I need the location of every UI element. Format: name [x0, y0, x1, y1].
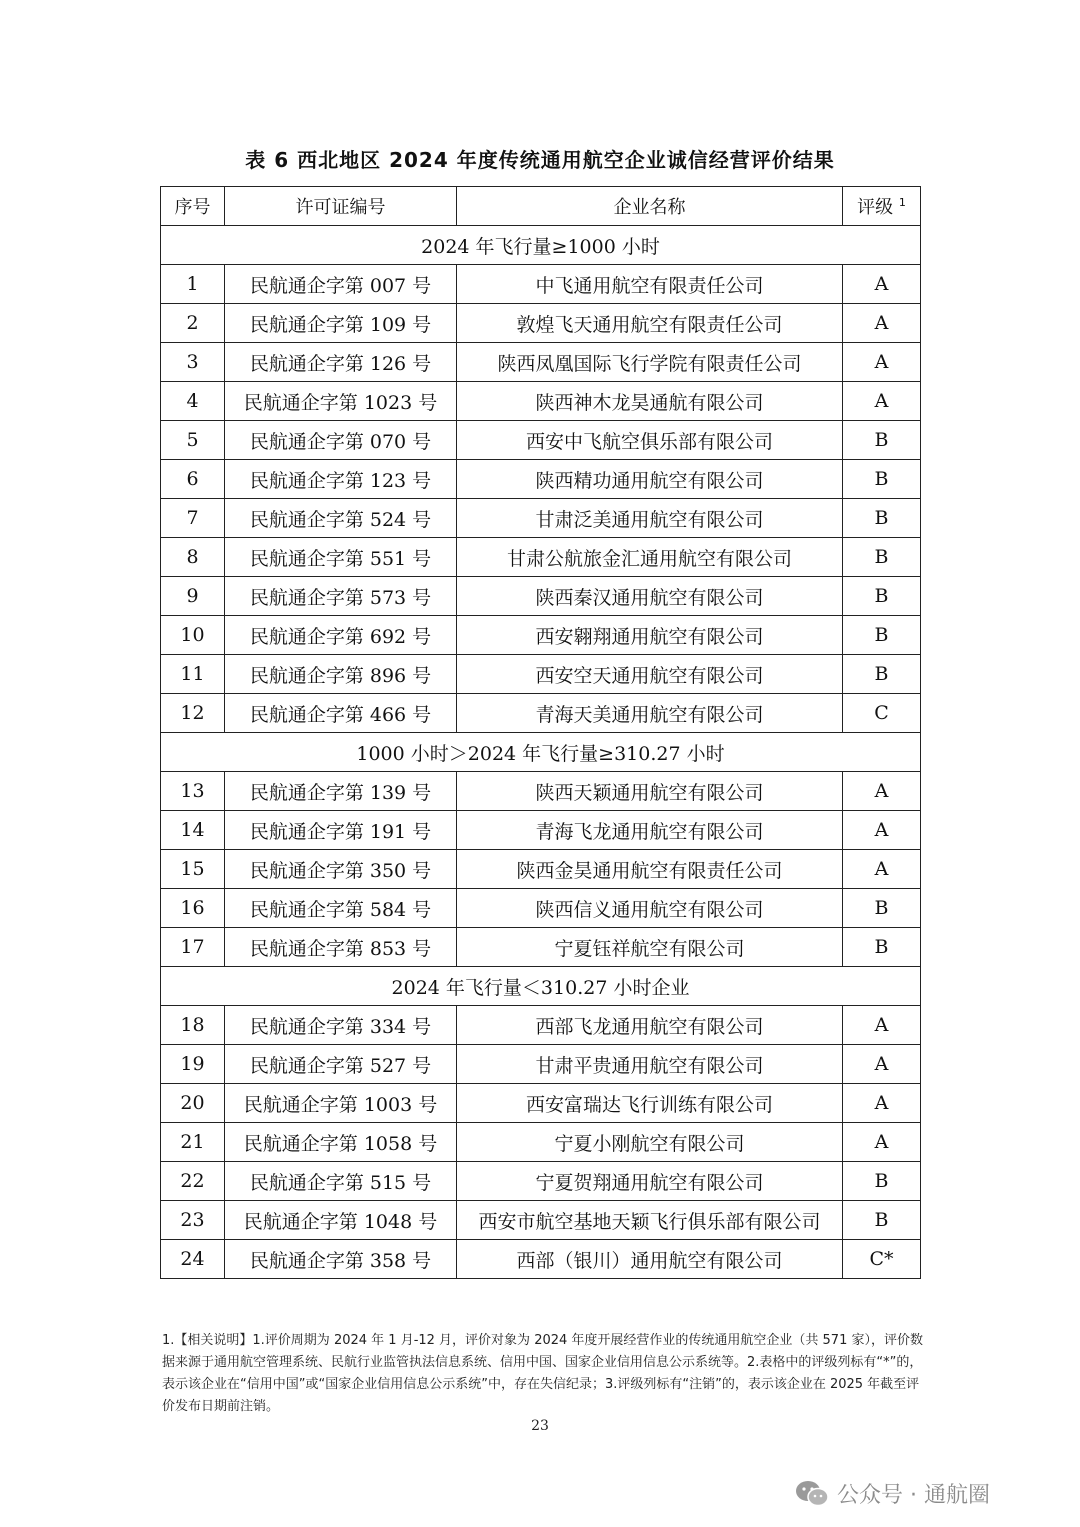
license-number: 民航通企字第 527 号 — [225, 1045, 457, 1084]
row-number: 20 — [161, 1084, 225, 1123]
grade: B — [843, 1201, 921, 1240]
table-row — [161, 1240, 921, 1279]
row-number: 18 — [161, 1006, 225, 1045]
row-number: 6 — [161, 460, 225, 499]
footnote: 1.【相关说明】1.评价周期为 2024 年 1 月-12 月，评价对象为 2024 年度开展经营作业的传统通用航空企业（共 571 家），评价数据来源于通用航空管理系统、民航行业监管执法信息系统、信用中国、国家企业信用信息公示系统等。2.表格中的评级列标有“*”的，表示该企业在“信用中国”或“国家企业信用信息公示系统”中，存在失信纪录；3.评级列标有“注销”的，表示该企业在 2025 年截至评价发布日期前注销。 — [162, 1333, 923, 1414]
license-number: 民航通企字第 692 号 — [225, 616, 457, 655]
grade: A — [843, 1084, 921, 1123]
wechat-icon — [795, 1480, 829, 1508]
grade: B — [843, 538, 921, 577]
grade: B — [843, 889, 921, 928]
license-number: 民航通企字第 358 号 — [225, 1240, 457, 1279]
company-name: 陕西信义通用航空有限公司 — [457, 889, 843, 928]
company-name: 宁夏小刚航空有限公司 — [457, 1123, 843, 1162]
grade: B — [843, 928, 921, 967]
company-name: 青海天美通用航空有限公司 — [457, 694, 843, 733]
table-row — [161, 1162, 921, 1201]
grade: A — [843, 265, 921, 304]
company-name: 西部（银川）通用航空有限公司 — [457, 1240, 843, 1279]
row-number: 5 — [161, 421, 225, 460]
table-row — [161, 460, 921, 499]
table-row — [161, 655, 921, 694]
table-row — [161, 928, 921, 967]
grade: A — [843, 304, 921, 343]
row-number: 24 — [161, 1240, 225, 1279]
company-name: 甘肃平贵通用航空有限公司 — [457, 1045, 843, 1084]
row-number: 21 — [161, 1123, 225, 1162]
license-number: 民航通企字第 1003 号 — [225, 1084, 457, 1123]
license-number: 民航通企字第 584 号 — [225, 889, 457, 928]
grade: B — [843, 460, 921, 499]
grade: A — [843, 850, 921, 889]
license-number: 民航通企字第 350 号 — [225, 850, 457, 889]
license-number: 民航通企字第 573 号 — [225, 577, 457, 616]
company-name: 西安中飞航空俱乐部有限公司 — [457, 421, 843, 460]
company-name: 西部飞龙通用航空有限公司 — [457, 1006, 843, 1045]
row-number: 16 — [161, 889, 225, 928]
table-row — [161, 772, 921, 811]
license-number: 民航通企字第 334 号 — [225, 1006, 457, 1045]
license-number: 民航通企字第 123 号 — [225, 460, 457, 499]
table-row — [161, 304, 921, 343]
company-name: 西安空天通用航空有限公司 — [457, 655, 843, 694]
license-number: 民航通企字第 551 号 — [225, 538, 457, 577]
license-number: 民航通企字第 139 号 — [225, 772, 457, 811]
grade: B — [843, 616, 921, 655]
company-name: 西安富瑞达飞行训练有限公司 — [457, 1084, 843, 1123]
grade: A — [843, 382, 921, 421]
grade: A — [843, 1123, 921, 1162]
table-row — [161, 1084, 921, 1123]
row-number: 8 — [161, 538, 225, 577]
license-number: 民航通企字第 126 号 — [225, 343, 457, 382]
license-number: 民航通企字第 007 号 — [225, 265, 457, 304]
header-row — [161, 187, 921, 226]
company-name: 西安市航空基地天颖飞行俱乐部有限公司 — [457, 1201, 843, 1240]
row-number: 15 — [161, 850, 225, 889]
table-row — [161, 616, 921, 655]
table-row — [161, 265, 921, 304]
table-row — [161, 538, 921, 577]
license-number: 民航通企字第 070 号 — [225, 421, 457, 460]
table-row — [161, 382, 921, 421]
watermark — [795, 1478, 990, 1509]
company-name: 宁夏贺翔通用航空有限公司 — [457, 1162, 843, 1201]
license-number: 民航通企字第 191 号 — [225, 811, 457, 850]
license-number: 民航通企字第 1058 号 — [225, 1123, 457, 1162]
company-name: 陕西秦汉通用航空有限公司 — [457, 577, 843, 616]
rating-table — [160, 186, 921, 1279]
table-row — [161, 343, 921, 382]
row-number: 2 — [161, 304, 225, 343]
header-name: 企业名称 — [457, 187, 843, 226]
company-name: 甘肃泛美通用航空有限公司 — [457, 499, 843, 538]
grade: A — [843, 811, 921, 850]
grade: B — [843, 577, 921, 616]
table-row — [161, 694, 921, 733]
table-row — [161, 421, 921, 460]
company-name: 西安翱翔通用航空有限公司 — [457, 616, 843, 655]
grade: A — [843, 343, 921, 382]
section-header-row — [161, 967, 921, 1006]
row-number: 9 — [161, 577, 225, 616]
table-row — [161, 889, 921, 928]
section-label: 1000 小时＞2024 年飞行量≥310.27 小时 — [161, 733, 921, 772]
grade: B — [843, 499, 921, 538]
grade: B — [843, 421, 921, 460]
company-name: 青海飞龙通用航空有限公司 — [457, 811, 843, 850]
company-name: 陕西金昊通用航空有限责任公司 — [457, 850, 843, 889]
table-body — [161, 226, 921, 1279]
header-grade — [843, 187, 921, 226]
header-no: 序号 — [161, 187, 225, 226]
row-number: 12 — [161, 694, 225, 733]
company-name: 中飞通用航空有限责任公司 — [457, 265, 843, 304]
table-row — [161, 850, 921, 889]
section-header-row — [161, 226, 921, 265]
company-name: 陕西天颖通用航空有限公司 — [457, 772, 843, 811]
grade: A — [843, 772, 921, 811]
table-row — [161, 1123, 921, 1162]
table-row — [161, 1006, 921, 1045]
company-name: 宁夏钰祥航空有限公司 — [457, 928, 843, 967]
table-title: 表 6 西北地区 2024 年度传统通用航空企业诚信经营评价结果 — [245, 148, 835, 172]
table-row — [161, 499, 921, 538]
page-number: 23 — [531, 1418, 549, 1434]
grade: C* — [843, 1240, 921, 1279]
grade: C — [843, 694, 921, 733]
watermark-text: 公众号 · 通航圈 — [837, 1483, 990, 1508]
grade: B — [843, 1162, 921, 1201]
license-number: 民航通企字第 896 号 — [225, 655, 457, 694]
row-number: 22 — [161, 1162, 225, 1201]
license-number: 民航通企字第 466 号 — [225, 694, 457, 733]
header-license: 许可证编号 — [225, 187, 457, 226]
table-row — [161, 1045, 921, 1084]
table-row — [161, 1201, 921, 1240]
row-number: 23 — [161, 1201, 225, 1240]
license-number: 民航通企字第 1048 号 — [225, 1201, 457, 1240]
row-number: 3 — [161, 343, 225, 382]
grade: A — [843, 1045, 921, 1084]
license-number: 民航通企字第 515 号 — [225, 1162, 457, 1201]
row-number: 14 — [161, 811, 225, 850]
company-name: 敦煌飞天通用航空有限责任公司 — [457, 304, 843, 343]
license-number: 民航通企字第 1023 号 — [225, 382, 457, 421]
company-name: 陕西神木龙昊通航有限公司 — [457, 382, 843, 421]
section-label: 2024 年飞行量≥1000 小时 — [161, 226, 921, 265]
row-number: 7 — [161, 499, 225, 538]
section-header-row — [161, 733, 921, 772]
section-label: 2024 年飞行量＜310.27 小时企业 — [161, 967, 921, 1006]
row-number: 13 — [161, 772, 225, 811]
row-number: 19 — [161, 1045, 225, 1084]
table-row — [161, 811, 921, 850]
row-number: 11 — [161, 655, 225, 694]
company-name: 陕西凤凰国际飞行学院有限责任公司 — [457, 343, 843, 382]
header-grade-label: 评级 — [857, 197, 894, 218]
license-number: 民航通企字第 109 号 — [225, 304, 457, 343]
grade: A — [843, 1006, 921, 1045]
row-number: 4 — [161, 382, 225, 421]
row-number: 10 — [161, 616, 225, 655]
company-name: 甘肃公航旅金汇通用航空有限公司 — [457, 538, 843, 577]
row-number: 1 — [161, 265, 225, 304]
row-number: 17 — [161, 928, 225, 967]
grade: B — [843, 655, 921, 694]
header-grade-footnote-mark: 1 — [898, 196, 906, 209]
table-row — [161, 577, 921, 616]
license-number: 民航通企字第 853 号 — [225, 928, 457, 967]
company-name: 陕西精功通用航空有限公司 — [457, 460, 843, 499]
license-number: 民航通企字第 524 号 — [225, 499, 457, 538]
